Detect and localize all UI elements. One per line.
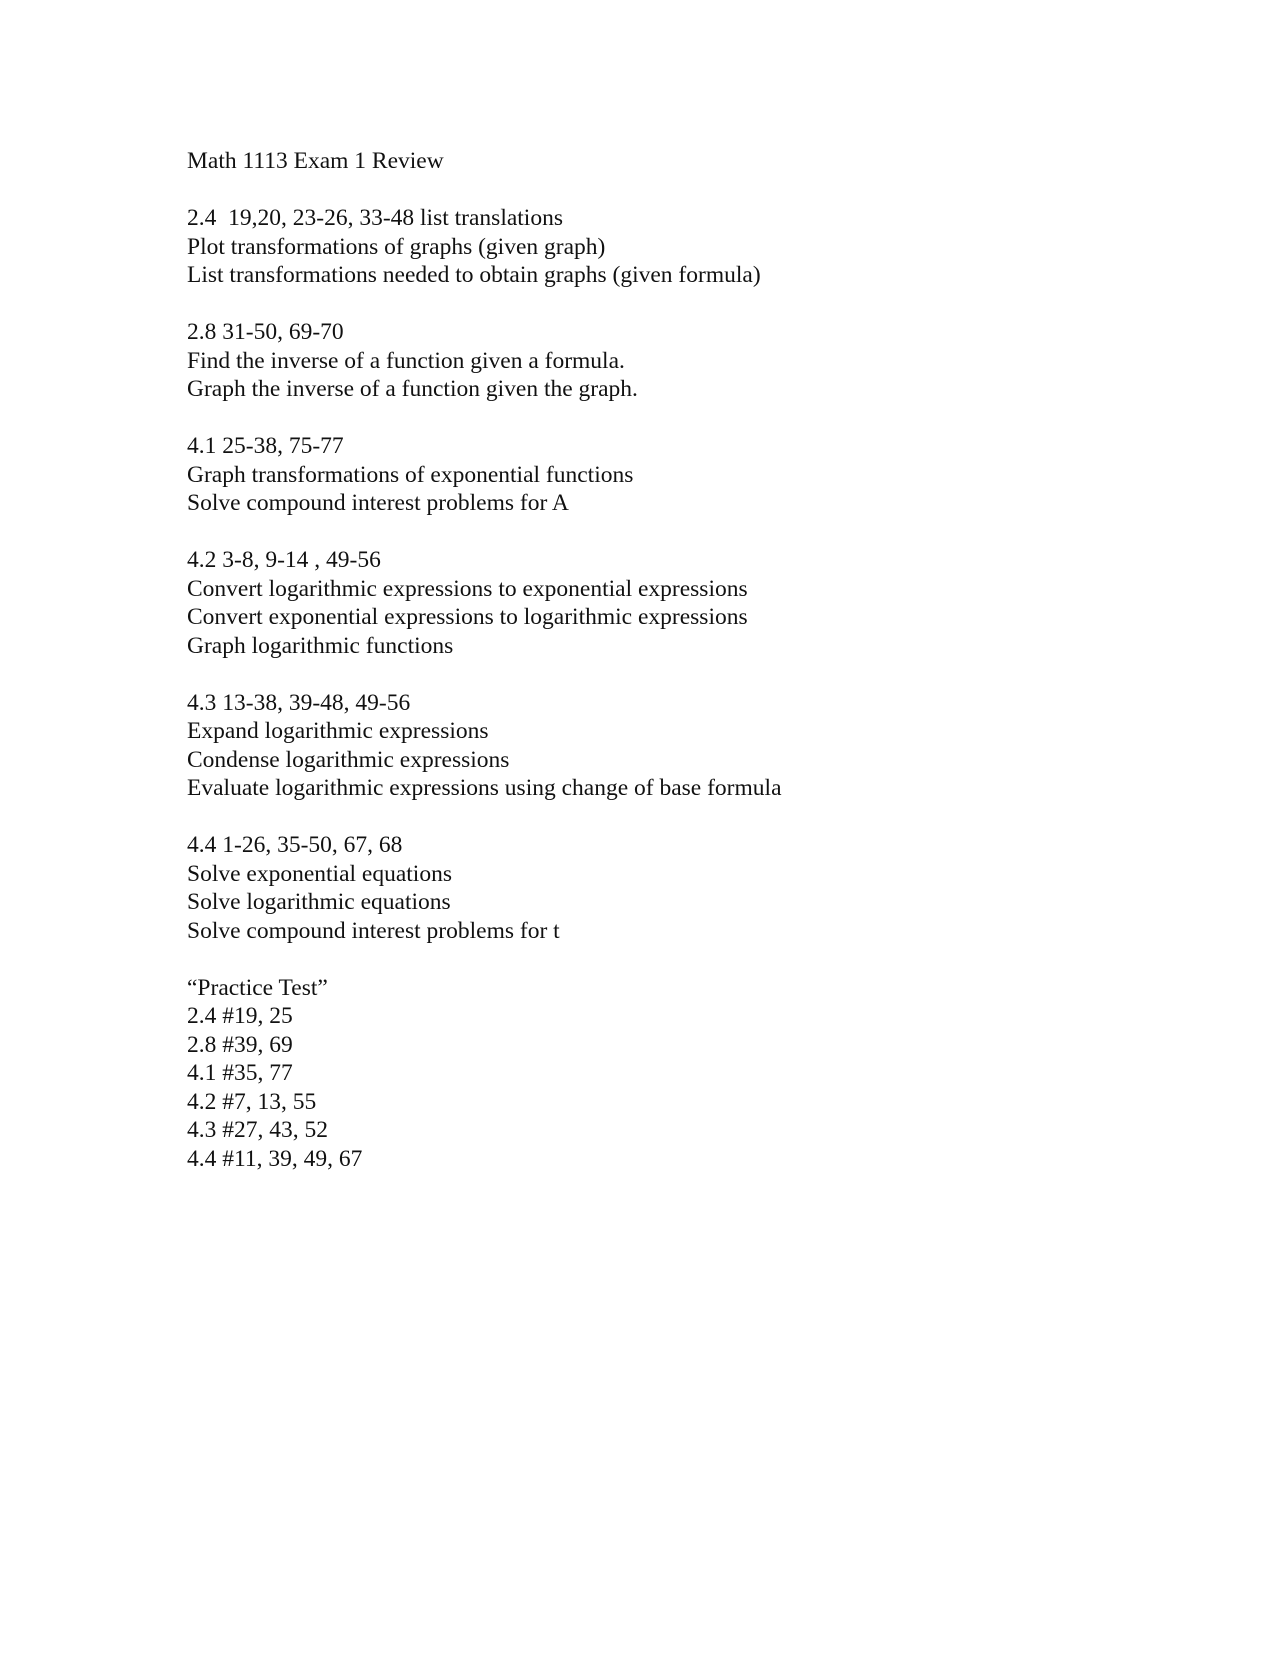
section-item: Graph transformations of exponential functions xyxy=(187,461,634,488)
section-item: Expand logarithmic expressions xyxy=(187,718,489,744)
section-4-4 xyxy=(187,831,1187,945)
practice-test-item: 2.8 #39, 69 xyxy=(187,1031,293,1058)
section-item: Solve logarithmic equations xyxy=(187,889,451,915)
section-header: 2.8 31-50, 69-70 xyxy=(187,319,344,345)
section-header: 4.2 3-8, 9-14 , 49-56 xyxy=(187,547,381,573)
section-2-8 xyxy=(187,318,1187,404)
practice-test-item: 4.3 #27, 43, 52 xyxy=(187,1117,328,1143)
practice-test-item: 4.4 #11, 39, 49, 67 xyxy=(187,1145,363,1172)
section-item: Solve compound interest problems for t xyxy=(187,917,560,944)
section-item: Solve compound interest problems for A xyxy=(187,490,569,516)
section-header: 4.3 13-38, 39-48, 49-56 xyxy=(187,689,411,716)
practice-test-item: 4.2 #7, 13, 55 xyxy=(187,1088,317,1115)
document-title: Math 1113 Exam 1 Review xyxy=(187,148,444,174)
practice-test-section xyxy=(187,974,1187,1174)
section-header: 4.1 25-38, 75-77 xyxy=(187,433,344,459)
section-item: Solve exponential equations xyxy=(187,860,452,887)
section-4-1 xyxy=(187,432,1187,518)
section-header: 2.4 19,20, 23-26, 33-48 list translations xyxy=(187,205,563,231)
section-2-4 xyxy=(187,204,1187,290)
section-item: Convert exponential expressions to logarithmic expressions xyxy=(187,604,748,630)
section-item: Condense logarithmic expressions xyxy=(187,746,510,773)
section-item: Evaluate logarithmic expressions using change of base formula xyxy=(187,775,782,801)
practice-test-header: “Practice Test” xyxy=(187,974,328,1001)
section-item: List transformations needed to obtain graphs (given formula) xyxy=(187,262,761,288)
section-header: 4.4 1-26, 35-50, 67, 68 xyxy=(187,832,403,858)
section-item: Graph logarithmic functions xyxy=(187,632,454,659)
section-item: Graph the inverse of a function given the graph. xyxy=(187,376,638,402)
section-4-2 xyxy=(187,546,1187,660)
section-item: Plot transformations of graphs (given graph) xyxy=(187,233,606,260)
practice-test-item: 4.1 #35, 77 xyxy=(187,1060,293,1086)
document-body xyxy=(187,147,1187,1173)
section-item: Find the inverse of a function given a formula. xyxy=(187,347,625,374)
section-item: Convert logarithmic expressions to exponential expressions xyxy=(187,575,748,602)
practice-test-item: 2.4 #19, 25 xyxy=(187,1003,293,1029)
section-4-3 xyxy=(187,689,1187,803)
